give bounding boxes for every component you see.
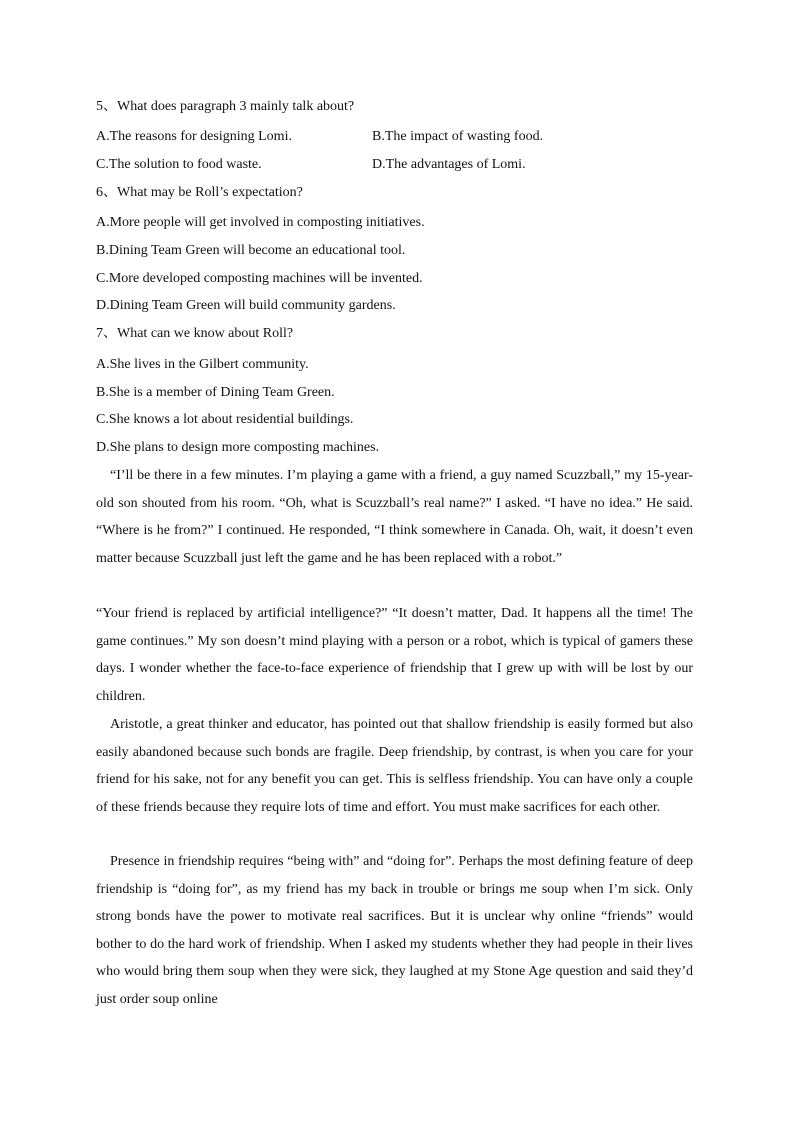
question-7-option-b: B.She is a member of Dining Team Green. <box>96 385 335 400</box>
question-6-stem: 6、What may be Roll’s expectation? <box>96 185 303 200</box>
question-7-option-d: D.She plans to design more composting machines. <box>96 440 380 455</box>
passage-paragraph-3: Aristotle, a great thinker and educator, has pointed out that shallow friendship is easily formed but also easily abandoned because such bonds are fragile. Deep friendship, by contrast, is when you care for your friend for his sake, not for any benefit you can get. This is selfless friendship. You can have only a couple of these friends because they require lots of time and effort. You must make sacrifices for each other. <box>96 717 693 815</box>
question-5-stem: 5、What does paragraph 3 mainly talk about? <box>96 99 355 114</box>
question-6-option-c: C.More developed composting machines will be invented. <box>96 271 423 286</box>
passage-paragraph-2: “Your friend is replaced by artificial intelligence?” “It doesn’t matter, Dad. It happens all the time! The game continues.” My son doesn’t mind playing with a person or a robot, which is typical of gamers these days. I wonder whether the face-to-face experience of friendship that I grew up with will be lost by our children. <box>96 606 693 704</box>
question-5-option-d: D.The advantages of Lomi. <box>372 157 526 172</box>
question-6-option-a: A.More people will get involved in composting initiatives. <box>96 215 425 230</box>
question-7-option-c: C.She knows a lot about residential buildings. <box>96 412 354 427</box>
passage-paragraph-1: “I’ll be there in a few minutes. I’m playing a game with a friend, a guy named Scuzzball,” my 15-year-old son shouted from his room. “Oh, what is Scuzzball’s real name?” I asked. “I have no idea.” He said. “Where is he from?” I continued. He responded, “I think somewhere in Canada. Oh, wait, it doesn’t even matter because Scuzzball just left the game and he has been replaced with a robot.” <box>96 468 693 566</box>
question-6-option-d: D.Dining Team Green will build community gardens. <box>96 298 396 313</box>
passage-paragraph-4: Presence in friendship requires “being with” and “doing for”. Perhaps the most defining feature of deep friendship is “doing for”, as my friend has my back in trouble or brings me soup when I’m sick. Only strong bonds have the power to motivate real sacrifices. But it is unclear why online “friends” would bother to do the hard work of friendship. When I asked my students whether they had people in their lives who would bring them soup when they were sick, they laughed at my Stone Age question and said they’d just order soup online <box>96 854 693 1007</box>
question-5-option-a: A.The reasons for designing Lomi. <box>96 129 292 144</box>
question-5-option-c: C.The solution to food waste. <box>96 157 262 172</box>
question-7-option-a: A.She lives in the Gilbert community. <box>96 357 309 372</box>
question-5-option-b: B.The impact of wasting food. <box>372 129 544 144</box>
question-7-stem: 7、What can we know about Roll? <box>96 326 294 341</box>
question-6-option-b: B.Dining Team Green will become an educational tool. <box>96 243 406 258</box>
